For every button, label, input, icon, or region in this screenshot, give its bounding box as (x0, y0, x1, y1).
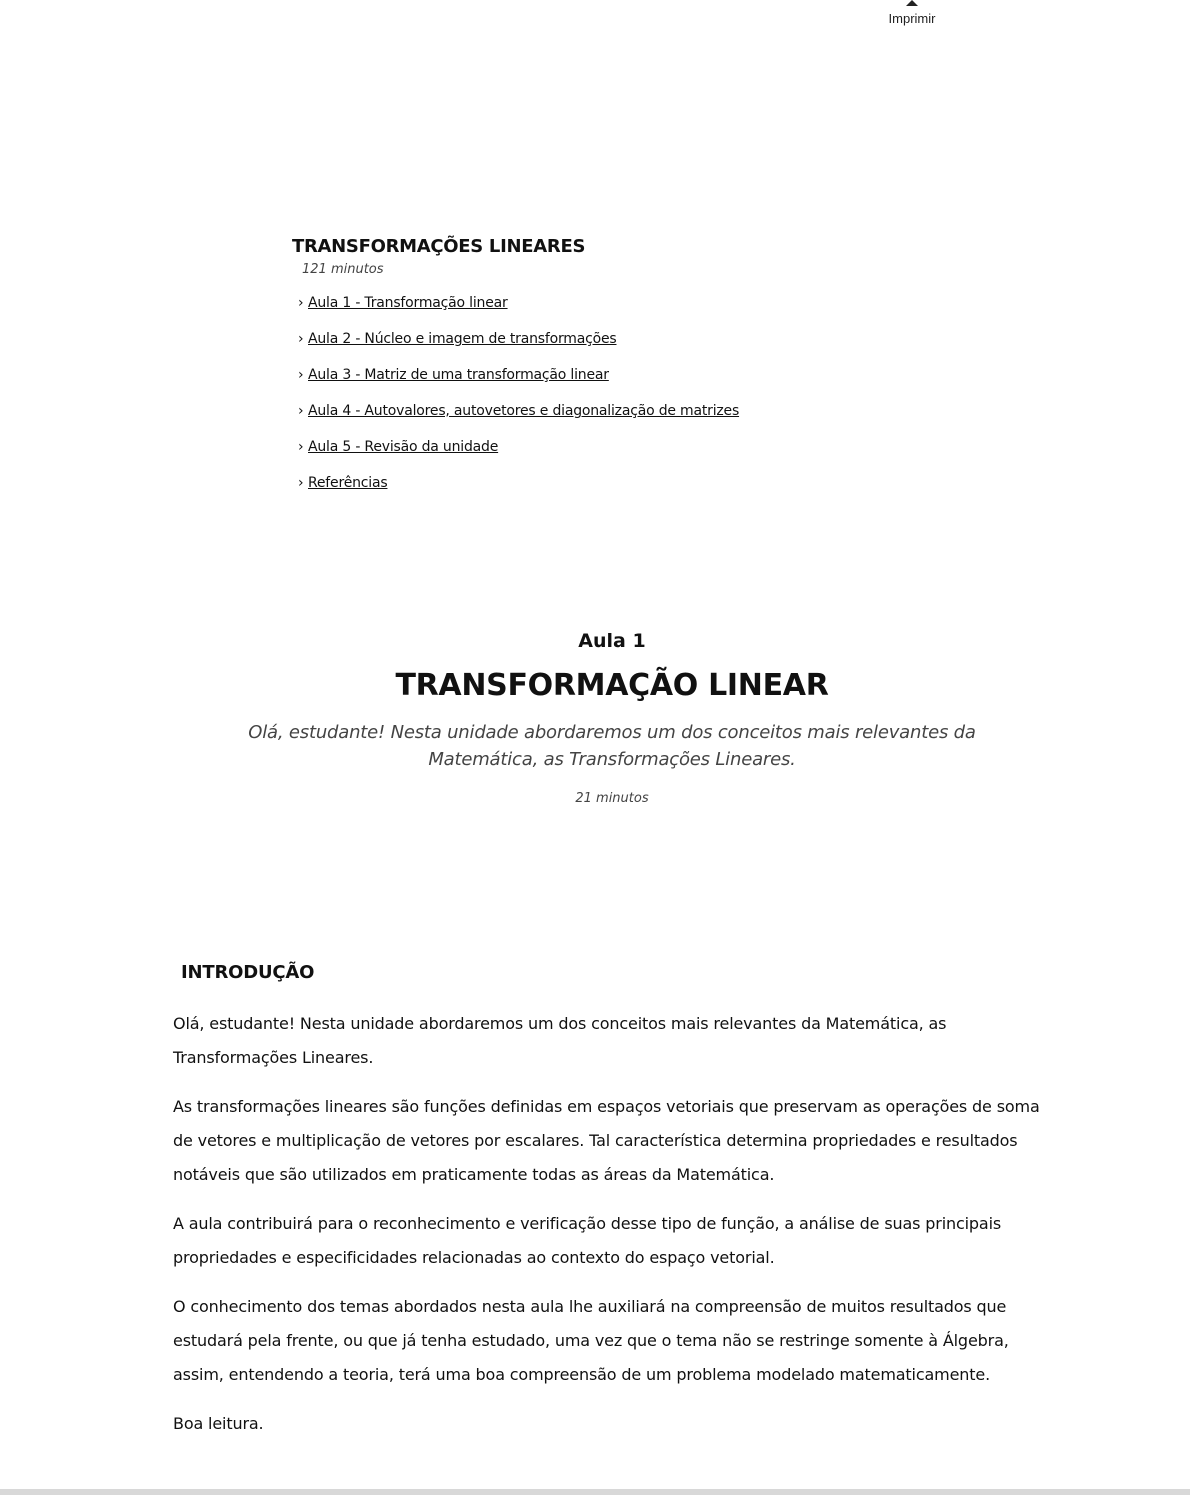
chevron-right-icon: › (298, 331, 304, 347)
print-label: Imprimir (888, 11, 936, 26)
link-aula-2[interactable]: Aula 2 - Núcleo e imagem de transformações (308, 331, 617, 347)
toc-item (292, 295, 892, 331)
link-aula-1[interactable]: Aula 1 - Transformação linear (308, 295, 508, 311)
lesson-header (0, 630, 1190, 806)
lesson-number: Aula 1 (578, 630, 646, 652)
link-aula-3[interactable]: Aula 3 - Matriz de uma transformação linear (308, 367, 609, 383)
toc-item (292, 403, 892, 439)
link-referencias[interactable]: Referências (308, 475, 388, 491)
lesson-title: TRANSFORMAÇÃO LINEAR (395, 668, 829, 703)
paragraph: As transformações lineares são funções definidas em espaços vetoriais que preservam as operações de soma de vetores e multiplicação de vetores por escalares. Tal característica determina propriedades e resultados notáveis que são utilizados em praticamente todas as áreas da Matemática. (173, 1097, 1040, 1184)
lesson-duration: 21 minutos (575, 791, 649, 806)
page-bottom-divider (0, 1489, 1190, 1495)
unit-duration: 121 minutos (302, 262, 384, 277)
toc-item (292, 367, 892, 403)
caret-up-icon (906, 0, 918, 6)
chevron-right-icon: › (298, 439, 304, 455)
print-button[interactable] (882, 0, 942, 30)
chevron-right-icon: › (298, 475, 304, 491)
lesson-link-list (292, 295, 892, 511)
lesson-subtitle: Olá, estudante! Nesta unidade abordaremos um dos conceitos mais relevantes da Matemática, as Transformações Lineares. (248, 722, 976, 770)
section-heading: INTRODUÇÃO (181, 962, 315, 983)
paragraph: A aula contribuirá para o reconhecimento e verificação desse tipo de função, a análise de suas principais propriedades e especificidades relacionadas ao contexto do espaço vetorial. (173, 1214, 1002, 1267)
chevron-right-icon: › (298, 295, 304, 311)
lesson-content (173, 962, 1053, 1441)
unit-table-of-contents (292, 236, 892, 511)
toc-item (292, 331, 892, 367)
toc-item (292, 439, 892, 475)
unit-title: TRANSFORMAÇÕES LINEARES (292, 236, 586, 257)
paragraph: Olá, estudante! Nesta unidade abordaremos um dos conceitos mais relevantes da Matemática, as Transformações Lineares. (173, 1014, 947, 1067)
link-aula-4[interactable]: Aula 4 - Autovalores, autovetores e diagonalização de matrizes (308, 403, 740, 419)
toc-item (292, 475, 892, 511)
chevron-right-icon: › (298, 367, 304, 383)
paragraph: Boa leitura. (173, 1414, 264, 1433)
chevron-right-icon: › (298, 403, 304, 419)
link-aula-5[interactable]: Aula 5 - Revisão da unidade (308, 439, 499, 455)
paragraph: O conhecimento dos temas abordados nesta aula lhe auxiliará na compreensão de muitos resultados que estudará pela frente, ou que já tenha estudado, uma vez que o tema não se restringe somente à Álgebra, assim, entendendo a teoria, terá uma boa compreensão de um problema modelado matematicamente. (173, 1297, 1009, 1384)
